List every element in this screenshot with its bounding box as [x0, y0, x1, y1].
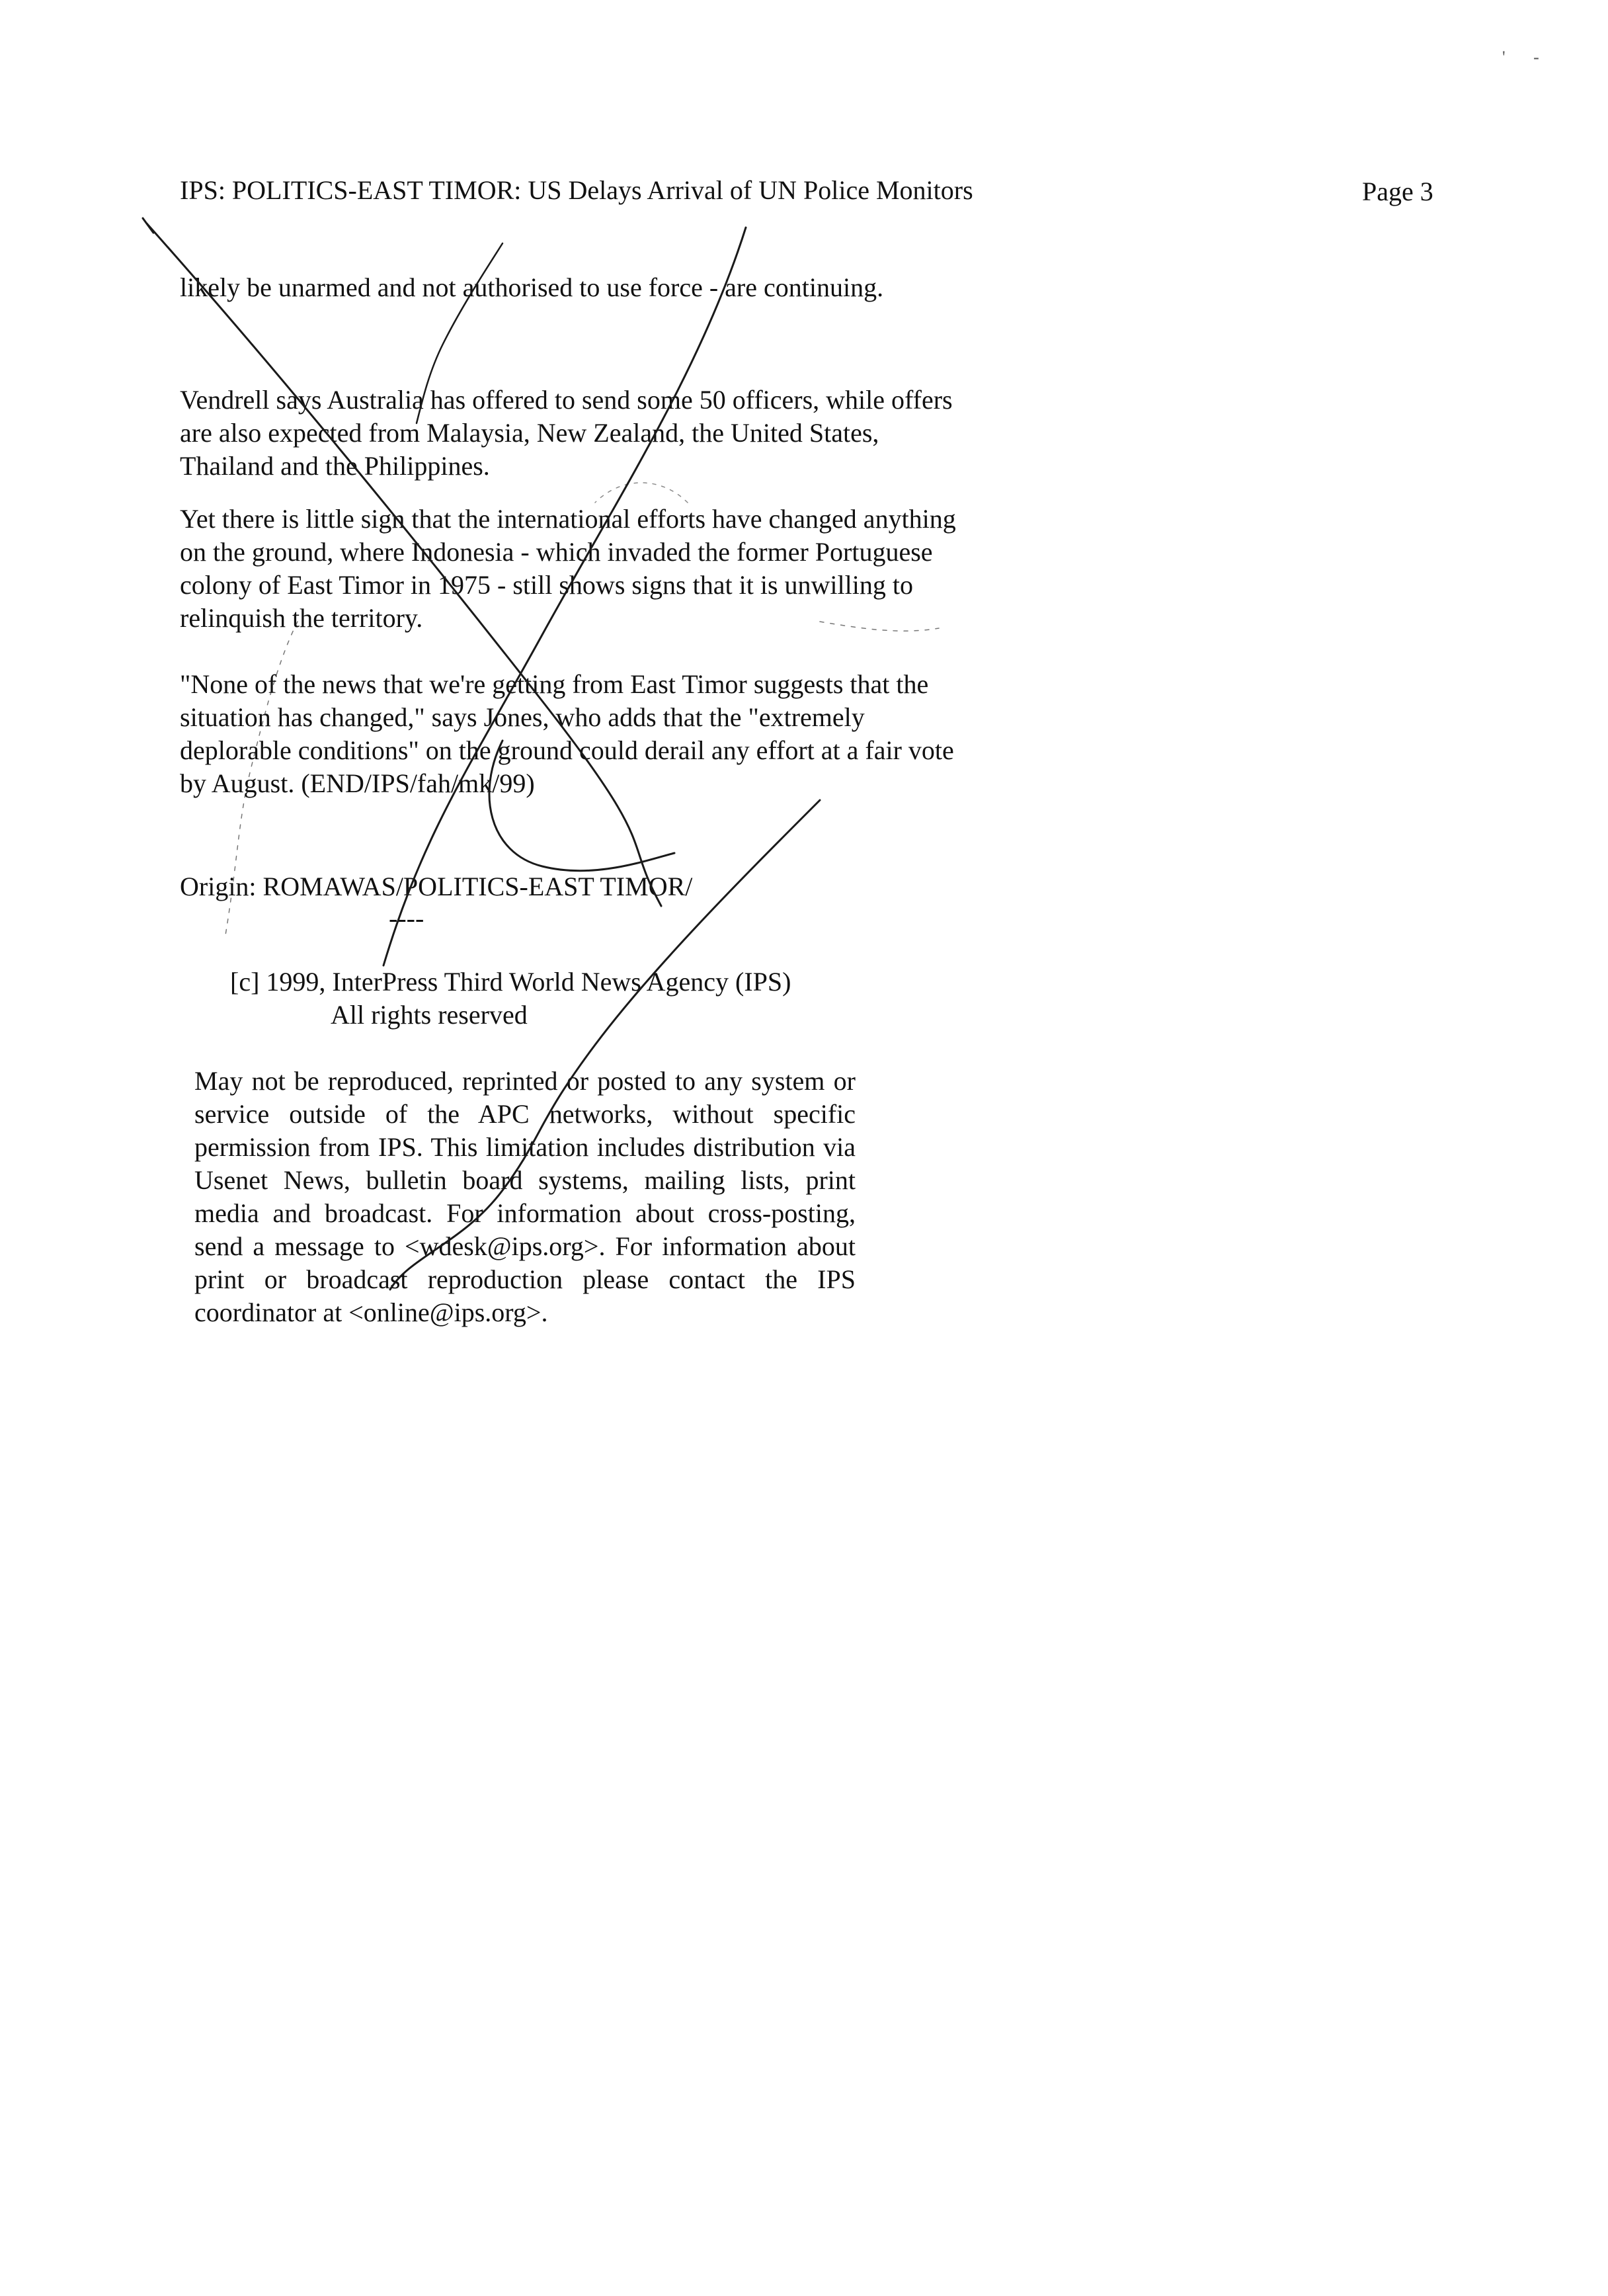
strike-stroke-hook [143, 218, 153, 233]
paragraph-3: Yet there is little sign that the international efforts have changed anything on the ground, where Indonesia - which invaded the former Portuguese colony of East Timor in 1975 - still shows signs that it is unwilling to relinquish the territory. [180, 504, 956, 633]
strike-stroke-faint-3 [595, 483, 688, 503]
separator-dashes: ---- [389, 903, 424, 933]
page-number: Page 3 [1362, 177, 1433, 206]
page-header-title: IPS: POLITICS-EAST TIMOR: US Delays Arrival of UN Police Monitors [180, 175, 973, 205]
paragraph-1: likely be unarmed and not authorised to use force - are continuing. [180, 272, 884, 302]
origin-line: Origin: ROMAWAS/POLITICS-EAST TIMOR/ [180, 872, 693, 901]
paragraph-4: "None of the news that we're getting from East Timor suggests that the situation has changed," says Jones, who adds that the "extremely deplorable conditions" on the ground could derail any effort at a fair vote by August. (END/IPS/fah/mk/99) [180, 669, 954, 798]
paragraph-2: Vendrell says Australia has offered to send some 50 officers, while offers are also expected from Malaysia, New Zealand, the United States, Thailand and the Philippines. [180, 385, 953, 481]
corner-mark: ' - [1502, 48, 1551, 67]
rights-reserved-line: All rights reserved [331, 1000, 528, 1030]
copyright-line: [c] 1999, InterPress Third World News Agency (IPS) [230, 967, 791, 997]
reproduction-notice: May not be reproduced, reprinted or posted to any system or service outside of the APC networks, without specific permission from IPS. This limitation includes distribution via Usenet News, bulletin board systems, mailing lists, print media and broadcast. For information about cross-posting, send a message to <wdesk@ips.org>. For information about print or broadcast reproduction please contact the IPS coordinator at <online@ips.org>. [194, 1066, 856, 1327]
